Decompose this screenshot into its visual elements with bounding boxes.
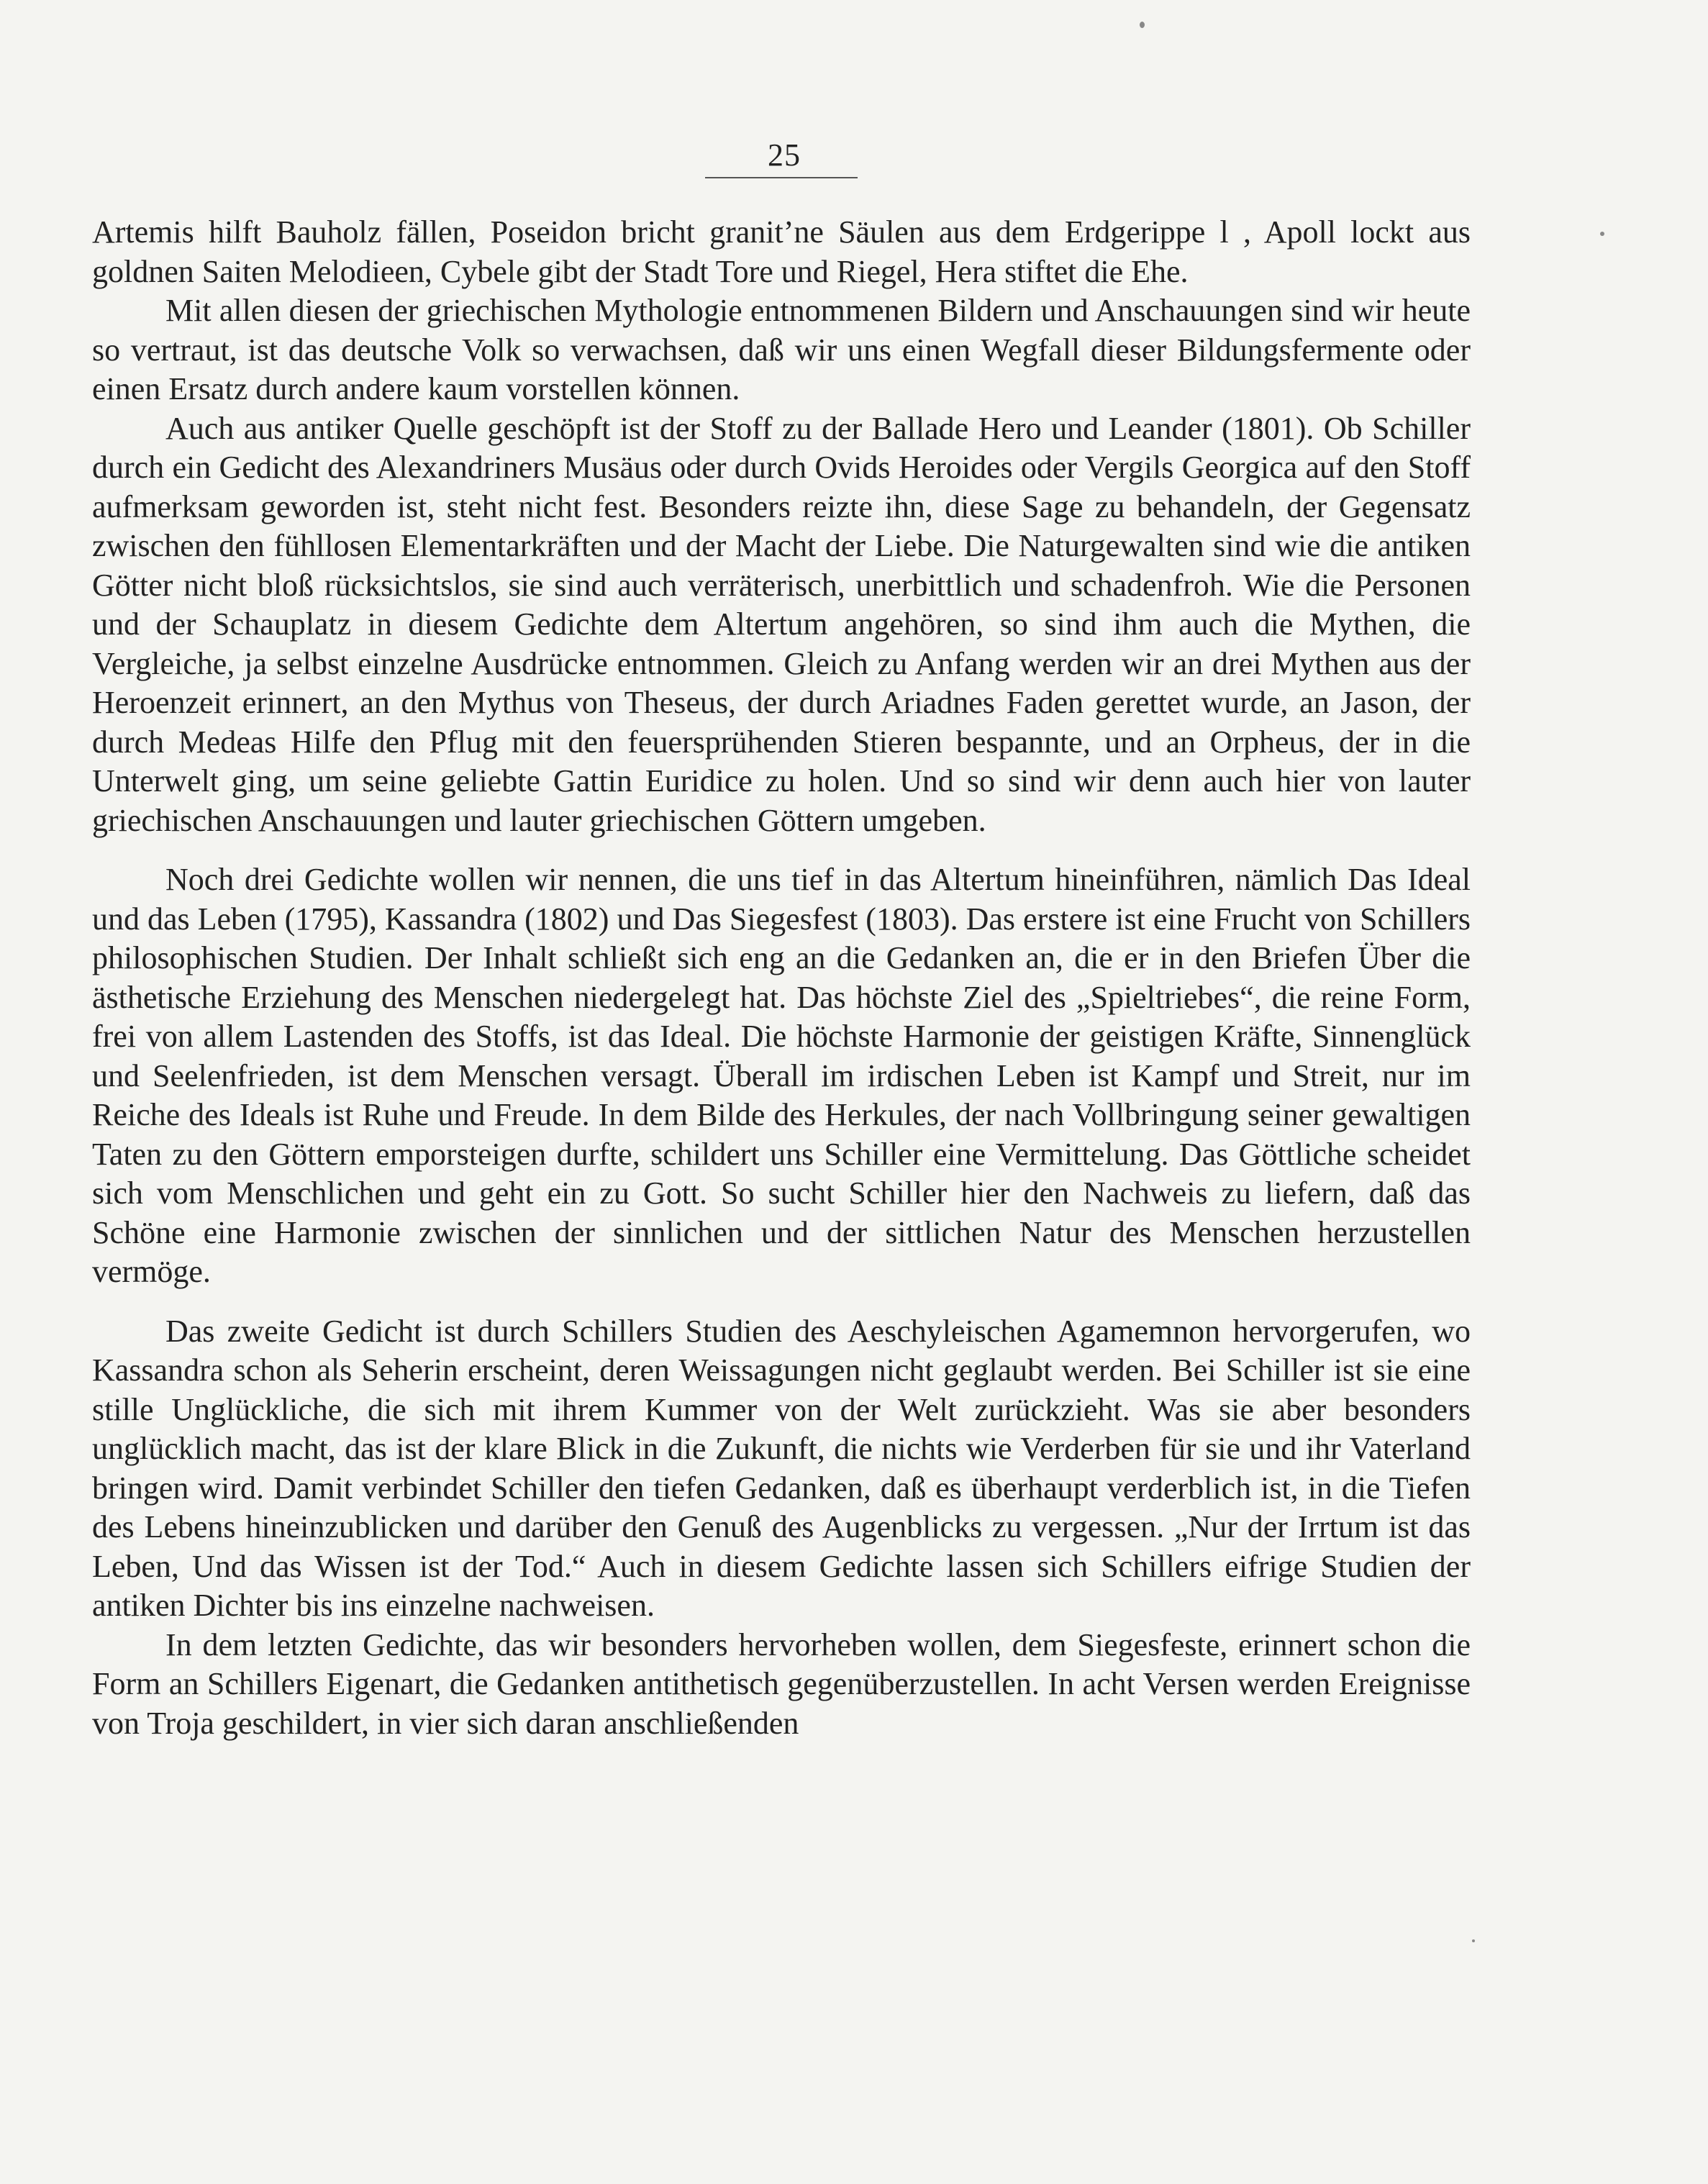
- paper-speck: [1472, 1939, 1475, 1942]
- paper-speck: [1600, 232, 1604, 236]
- paragraph: In dem letzten Gedichte, das wir besonders hervorheben wollen, dem Siegesfeste, erinnert schon die Form an Schillers Eigenart, die Gedanken antithetisch gegenüberzustellen. In acht Versen werden Ereignisse von Troja geschildert, in vier sich daran anschließenden: [92, 1626, 1471, 1741]
- paragraph: Noch drei Gedichte wollen wir nennen, die uns tief in das Altertum hineinführen, nämlich Das Ideal und das Leben (1795), Kassandra (1802) und Das Siegesfest (1803). Das erstere ist eine Frucht von Schillers philosophischen Studien. Der Inhalt schließt sich eng an die Gedanken an, die er in den Briefen Über die ästhetische Erziehung des Menschen niedergelegt hat. Das höchste Ziel des „Spieltriebes“, die reine Form, frei von allem Lastenden des Stoffs, ist das Ideal. Die höchste Harmonie der geistigen Kräfte, Sinnenglück und Seelenfrieden, ist dem Menschen versagt. Überall im irdischen Leben ist Kampf und Streit, nur im Reiche des Ideals ist Ruhe und Freude. In dem Bilde des Herkules, der nach Vollbringung seiner gewaltigen Taten zu den Göttern emporsteigen durfte, schildert uns Schiller eine Vermittelung. Das Göttliche scheidet sich vom Menschlichen und geht ein zu Gott. So sucht Schiller hier den Nachweis zu liefern, daß das Schöne eine Harmonie zwischen der sinnlichen und der sittlichen Natur des Menschen herzustellen vermöge.: [92, 862, 1471, 1289]
- body-text: [92, 213, 1471, 1743]
- paragraph: Das zweite Gedicht ist durch Schillers Studien des Aeschyleischen Agamemnon hervorgerufen, wo Kassandra schon als Seherin erscheint, deren Weissagungen nicht geglaubt werden. Bei Schiller ist sie eine stille Unglückliche, die sich mit ihrem Kummer von der Welt zurückzieht. Was sie aber besonders unglücklich macht, das ist der klare Blick in die Zukunft, die nichts wie Verderben für sie und ihr Vaterland bringen wird. Damit verbindet Schiller den tiefen Gedanken, daß es überhaupt verderblich ist, in die Tiefen des Lebens hineinzublicken und darüber den Genuß des Augenblicks zu vergessen. „Nur der Irrtum ist das Leben, Und das Wissen ist der Tod.“ Auch in diesem Gedichte lassen sich Schillers eifrige Studien der antiken Dichter bis ins einzelne nachweisen.: [92, 1313, 1471, 1623]
- paragraph: Artemis hilft Bauholz fällen, Poseidon bricht granit’ne Säulen aus dem Erdgerippe l , Apoll lockt aus goldnen Saiten Melodieen, Cybele gibt der Stadt Tore und Riegel, Hera stiftet die Ehe.: [92, 214, 1471, 289]
- page-number: 25: [768, 137, 801, 173]
- paragraph: Auch aus antiker Quelle geschöpft ist der Stoff zu der Ballade Hero und Leander (1801). Ob Schiller durch ein Gedicht des Alexandriners Musäus oder durch Ovids Heroides oder Vergils Georgica auf den Stoff aufmerksam geworden ist, steht nicht fest. Besonders reizte ihn, diese Sage zu behandeln, der Gegensatz zwischen den fühllosen Elementarkräften und der Macht der Liebe. Die Naturgewalten sind wie die antiken Götter nicht bloß rücksichtslos, sie sind auch verräterisch, unerbittlich und schadenfroh. Wie die Personen und der Schauplatz in diesem Gedichte dem Altertum angehören, so sind ihm auch die Mythen, die Vergleiche, ja selbst einzelne Ausdrücke entnommen. Gleich zu Anfang werden wir an drei Mythen aus der Heroenzeit erinnert, an den Mythus von Theseus, der durch Ariadnes Faden gerettet wurde, an Jason, der durch Medeas Hilfe den Pflug mit den feuersprühenden Stieren bespannte, und an Orpheus, der in die Unterwelt ging, um seine geliebte Gattin Euridice zu holen. Und so sind wir denn auch hier von lauter griechischen Anschauungen und lauter griechischen Göttern umgeben.: [92, 410, 1471, 838]
- paragraph: Mit allen diesen der griechischen Mythologie entnommenen Bildern und Anschauungen sind wir heute so vertraut, ist das deutsche Volk so verwachsen, daß wir uns einen Wegfall dieser Bildungsfermente oder einen Ersatz durch andere kaum vorstellen können.: [92, 293, 1471, 406]
- header-rule: [705, 177, 858, 178]
- paper-speck: [1140, 22, 1145, 28]
